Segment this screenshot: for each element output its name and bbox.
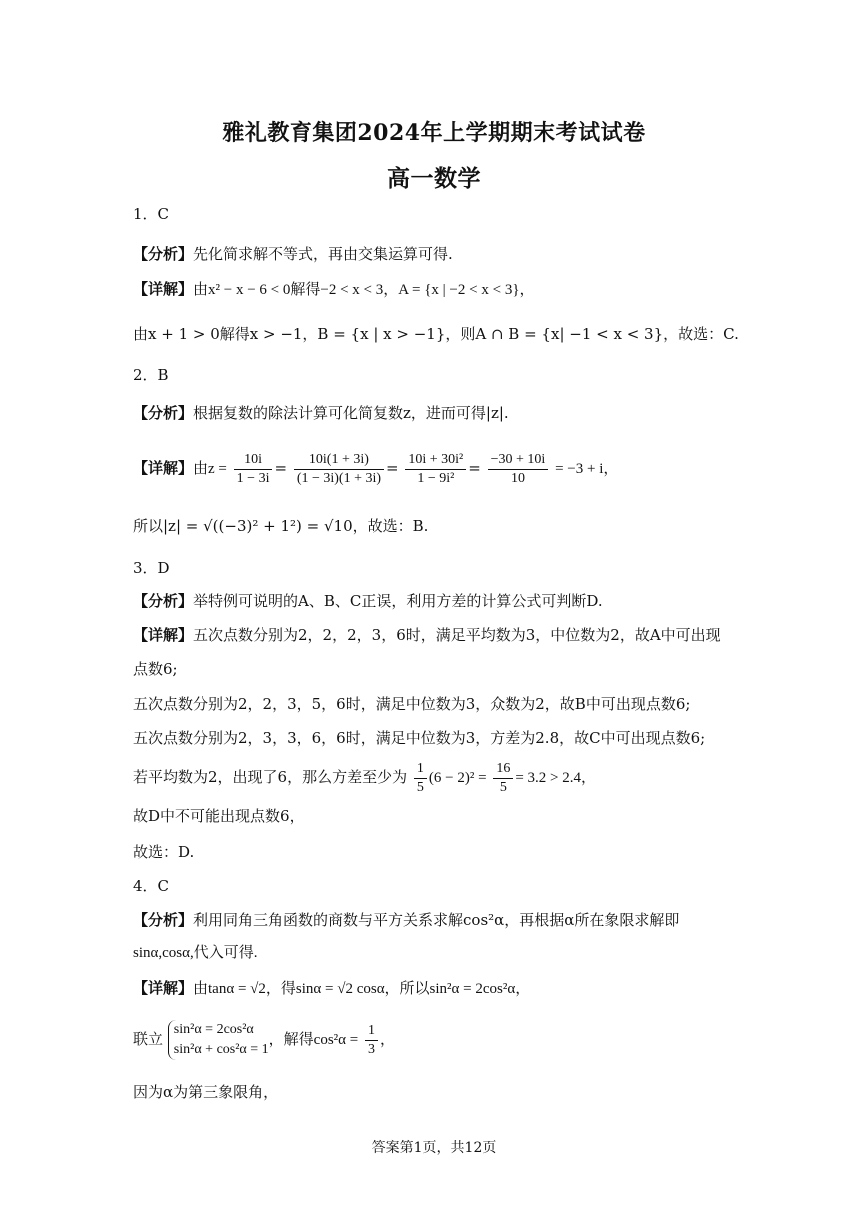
q4-fraction <box>365 1022 378 1059</box>
q4-line2-prefix: 联立 <box>133 1030 164 1048</box>
q3-detail-line1 <box>133 625 721 645</box>
document-subtitle: 高一数学 <box>387 165 481 192</box>
q3-detail-line4 <box>133 757 596 798</box>
q3-frac-b-den: 5 <box>499 779 507 795</box>
q3-detail-line6: 故选：D. <box>133 843 195 861</box>
q4-detail-line2 <box>133 1017 395 1062</box>
q2-analysis-text: 根据复数的除法计算可化简复数z，进而可得|z|. <box>193 404 509 422</box>
q2-f4-den: 10 <box>510 470 525 486</box>
q1-detail-line2: 由x + 1 > 0解得x > −1，B = {x | x > −1}，则A ∩ B = {x| −1 < x < 3}，故选：C. <box>133 325 739 343</box>
q4-analysis-line2: sinα,cosα,代入可得. <box>133 945 258 961</box>
q4-detail-tag: 【详解】 <box>133 979 194 997</box>
q4-analysis-tag: 【分析】 <box>133 911 194 929</box>
document-title: 雅礼教育集团2024年上学期期末考试试卷 <box>222 120 646 146</box>
q3-frac-a-num: 1 <box>414 760 427 779</box>
q2-f4-num: −30 + 10i <box>488 451 549 470</box>
q3-fraction-a <box>414 760 427 797</box>
q4-number: 4．C <box>133 877 170 895</box>
q1-detail-line1 <box>133 279 535 300</box>
q3-frac-a-den: 5 <box>416 779 424 795</box>
q2-detail-line2: 所以|z| = √((−3)² + 1²) = √10，故选：B. <box>133 517 429 535</box>
q1-analysis <box>133 244 453 264</box>
q4-sys-row2: sin²α + cos²α = 1 <box>173 1042 269 1057</box>
q3-detail-text1: 五次点数分别为2，2，2，3，6时，满足平均数为3，中位数为2，故A中可出现 <box>193 626 721 644</box>
q2-fraction-1 <box>234 451 273 488</box>
q4-analysis-line1 <box>133 910 679 930</box>
q3-analysis-tag: 【分析】 <box>133 592 194 610</box>
q3-line4-suffix: = 3.2 > 2.4， <box>515 770 596 786</box>
q3-detail-line5: 故D中不可能出现点数6， <box>133 807 305 825</box>
q2-fraction-3 <box>405 451 466 488</box>
q3-analysis-text: 举特例可说明的A、B、C正误，利用方差的计算公式可判断D. <box>193 592 603 610</box>
q2-f1-den: 1 − 3i <box>236 470 270 486</box>
q4-line2-mid: ，解得cos²α = <box>268 1032 359 1048</box>
q3-detail-line2: 五次点数分别为2，2，3，5，6时，满足中位数为3，众数为2，故B中可出现点数6; <box>133 695 691 713</box>
q2-detail-tag: 【详解】 <box>133 459 194 477</box>
q2-f3-num: 10i + 30i² <box>405 451 466 470</box>
q4-equation-system <box>168 1020 269 1060</box>
q4-analysis-text1: 利用同角三角函数的商数与平方关系求解cos²α，再根据α所在象限求解即 <box>193 911 680 929</box>
q3-analysis <box>133 591 603 611</box>
q2-fraction-4 <box>488 451 549 488</box>
q4-frac-num: 1 <box>365 1022 378 1041</box>
q4-sys-row1: sin²α = 2cos²α <box>173 1022 254 1037</box>
q3-detail-line3: 五次点数分别为2，3，3，6，6时，满足中位数为3，方差为2.8，故C中可出现点数6; <box>133 729 706 747</box>
q4-detail-line3: 因为α为第三象限角， <box>133 1083 279 1101</box>
q1-detail-text1: 由x² − x − 6 < 0解得−2 < x < 3，A = {x | −2 < x < 3}， <box>193 282 535 298</box>
q4-line2-suffix: ， <box>380 1030 396 1048</box>
q2-f2-den: (1 − 3i)(1 + 3i) <box>296 470 382 486</box>
q1-detail-tag: 【详解】 <box>133 280 194 298</box>
q2-fraction-2 <box>294 451 384 488</box>
q4-frac-den: 3 <box>368 1041 375 1057</box>
q2-number: 2．B <box>133 366 169 384</box>
q2-f2-num: 10i(1 + 3i) <box>294 451 384 470</box>
q2-f1-num: 10i <box>234 451 273 470</box>
q1-analysis-tag: 【分析】 <box>133 245 194 263</box>
q2-detail-suffix: = −3 + i， <box>555 461 619 477</box>
q2-analysis <box>133 403 509 423</box>
q2-detail-prefix: 由z = <box>193 461 227 477</box>
q4-detail-text1: 由tanα = √2，得sinα = √2 cosα，所以sin²α = 2cos²α， <box>193 981 531 997</box>
q2-analysis-tag: 【分析】 <box>133 404 194 422</box>
q3-number: 3．D <box>133 559 170 577</box>
q3-fraction-b <box>493 760 513 797</box>
q3-line4-prefix: 若平均数为2，出现了6，那么方差至少为 <box>133 768 408 786</box>
q3-detail-line1b: 点数6; <box>133 660 178 678</box>
q2-f3-den: 1 − 9i² <box>417 470 455 486</box>
page-footer: 答案第1页，共12页 <box>371 1140 497 1156</box>
q3-line4-mid: (6 − 2)² = <box>428 770 487 786</box>
q1-number: 1．C <box>133 205 170 223</box>
q4-detail-line1 <box>133 978 530 999</box>
q3-frac-b-num: 16 <box>493 760 513 779</box>
q1-analysis-text: 先化简求解不等式，再由交集运算可得. <box>193 245 453 263</box>
q3-detail-tag: 【详解】 <box>133 626 194 644</box>
q2-detail-line1: 【详解】由z = $\frac{10i}{1 - 3i}$ = $\frac{10i(1 + 3i)}{(1 - 3i)(1 + 3i)}$ = $\frac{\text{10i + 30i²}}{\text{1 − 9i²}}$ = $\frac{-30 + 10i}{10}$ = −3 + i， <box>133 451 619 486</box>
